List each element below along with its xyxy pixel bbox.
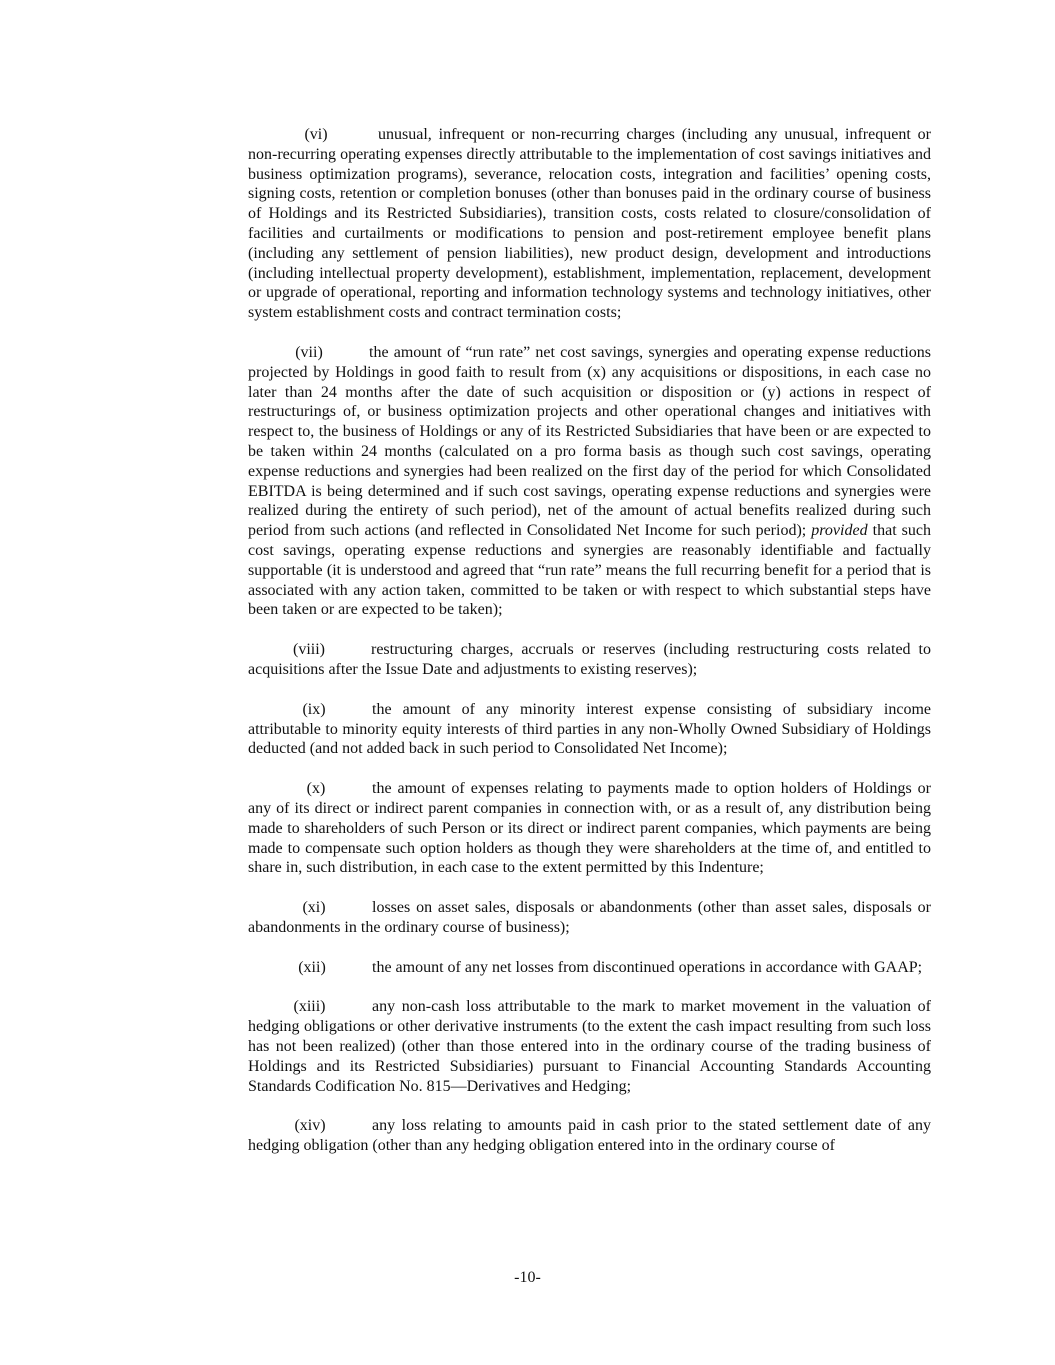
clause-xii	[248, 958, 931, 978]
clause-text: restructuring charges, accruals or reserves (including restructuring costs related to acquisitions after the Issue Date and adjustments to existing reserves);	[248, 641, 931, 678]
clause-viii	[248, 640, 931, 680]
clause-text: the amount of any net losses from discontinued operations in accordance with GAAP;	[372, 958, 923, 976]
clause-number: (x)	[306, 780, 326, 798]
clause-number: (ix)	[302, 700, 326, 718]
clause-number: (xiii)	[293, 998, 326, 1016]
clause-number: (xiv)	[294, 1117, 326, 1135]
document-body	[248, 125, 931, 1176]
clause-number: (xi)	[302, 899, 326, 917]
clause-text: any non-cash loss attributable to the mark to market movement in the valuation of hedging obligations or other derivative instruments (to the extent the cash impact resulting from such loss has not been realized) (other than those entered into in the ordinary course of the trading business of Holdings and its Restricted Subsidiaries) pursuant to Financial Accounting Standards Accounting Standards Codification No. 815—Derivatives and Hedging;	[248, 998, 931, 1095]
clause-text: the amount of expenses relating to payments made to option holders of Holdings or any of its direct or indirect parent companies in connection with, or as a result of, any distribution being made to shareholders of such Person or its direct or indirect parent companies, which payments are being made to compensate such option holders as though they were shareholders at the time of, and entitled to share in, such distribution, in each case to the extent permitted by this Indenture;	[248, 780, 931, 877]
clause-number: (vi)	[304, 126, 328, 143]
clause-x	[248, 779, 931, 878]
clause-vii	[248, 343, 931, 620]
clause-text: any loss relating to amounts paid in cash prior to the stated settlement date of any hedging obligation (other than any hedging obligation entered into in the ordinary course of	[248, 1117, 931, 1155]
clause-text: the amount of “run rate” net cost savings, synergies and operating expense reductions projected by Holdings in good faith to result from (x) any acquisitions or dispositions, in each case no later than 24 months after the date of such acquisition or disposition or (y) actions in respect of restructurings of, or business optimization projects and other operational changes and initiatives with respect to, the business of Holdings or any of its Restricted Subsidiaries that have been or are expected to be taken within 24 months (calculated on a pro forma basis as though such cost savings, operating expense reductions and synergies had been realized on the first day of the period for which Consolidated EBITDA is being determined and if such cost savings, operating expense reductions and synergies were realized during the entirety of such period), net of the amount of actual benefits realized during such period from such actions (and reflected in Consolidated Net Income for such period);	[248, 343, 931, 540]
clause-ix	[248, 700, 931, 759]
clause-text-continued: that such cost savings, operating expense reductions and synergies are reasonably identifiable and factually supportable (it is understood and agreed that “run rate” means the full recurring benefit for a period that is associated with any action taken, committed to be taken or with respect to which substantial steps have been taken or are expected to be taken);	[248, 522, 932, 619]
clause-text: unusual, infrequent or non-recurring charges (including any unusual, infrequent or non-recurring operating expenses directly attributable to the implementation of cost savings initiatives and business optimization programs), severance, relocation costs, integration and facilities’ opening costs, signing costs, retention or completion bonuses (other than bonuses paid in the ordinary course of business of Holdings and its Restricted Subsidiaries), transition costs, costs related to closure/consolidation of facilities and curtailments or modifications to pension and post-retirement employee benefit plans (including any settlement of pension liabilities), new product design, development and introductions (including intellectual property development), establishment, implementation, replacement, development or upgrade of operational, reporting and information technology systems and technology initiatives, other system establishment costs and contract termination costs;	[248, 126, 931, 322]
clause-text: losses on asset sales, disposals or abandonments (other than asset sales, disposals or abandonments in the ordinary course of business);	[248, 899, 931, 936]
clause-number: (xii)	[298, 958, 326, 976]
clause-xi	[248, 898, 931, 938]
clause-text: the amount of any minority interest expense consisting of subsidiary income attributable to minority equity interests of third parties in any non-Wholly Owned Subsidiary of Holdings deducted (and not added back in such period to Consolidated Net Income);	[248, 700, 931, 758]
clause-number: (viii)	[293, 641, 325, 659]
clause-italic-term: provided	[811, 522, 868, 540]
clause-vi	[248, 125, 931, 323]
clause-number: (vii)	[295, 343, 323, 361]
clause-xiv	[248, 1116, 931, 1156]
page-number: -10-	[514, 1269, 541, 1286]
clause-xiii	[248, 997, 931, 1096]
